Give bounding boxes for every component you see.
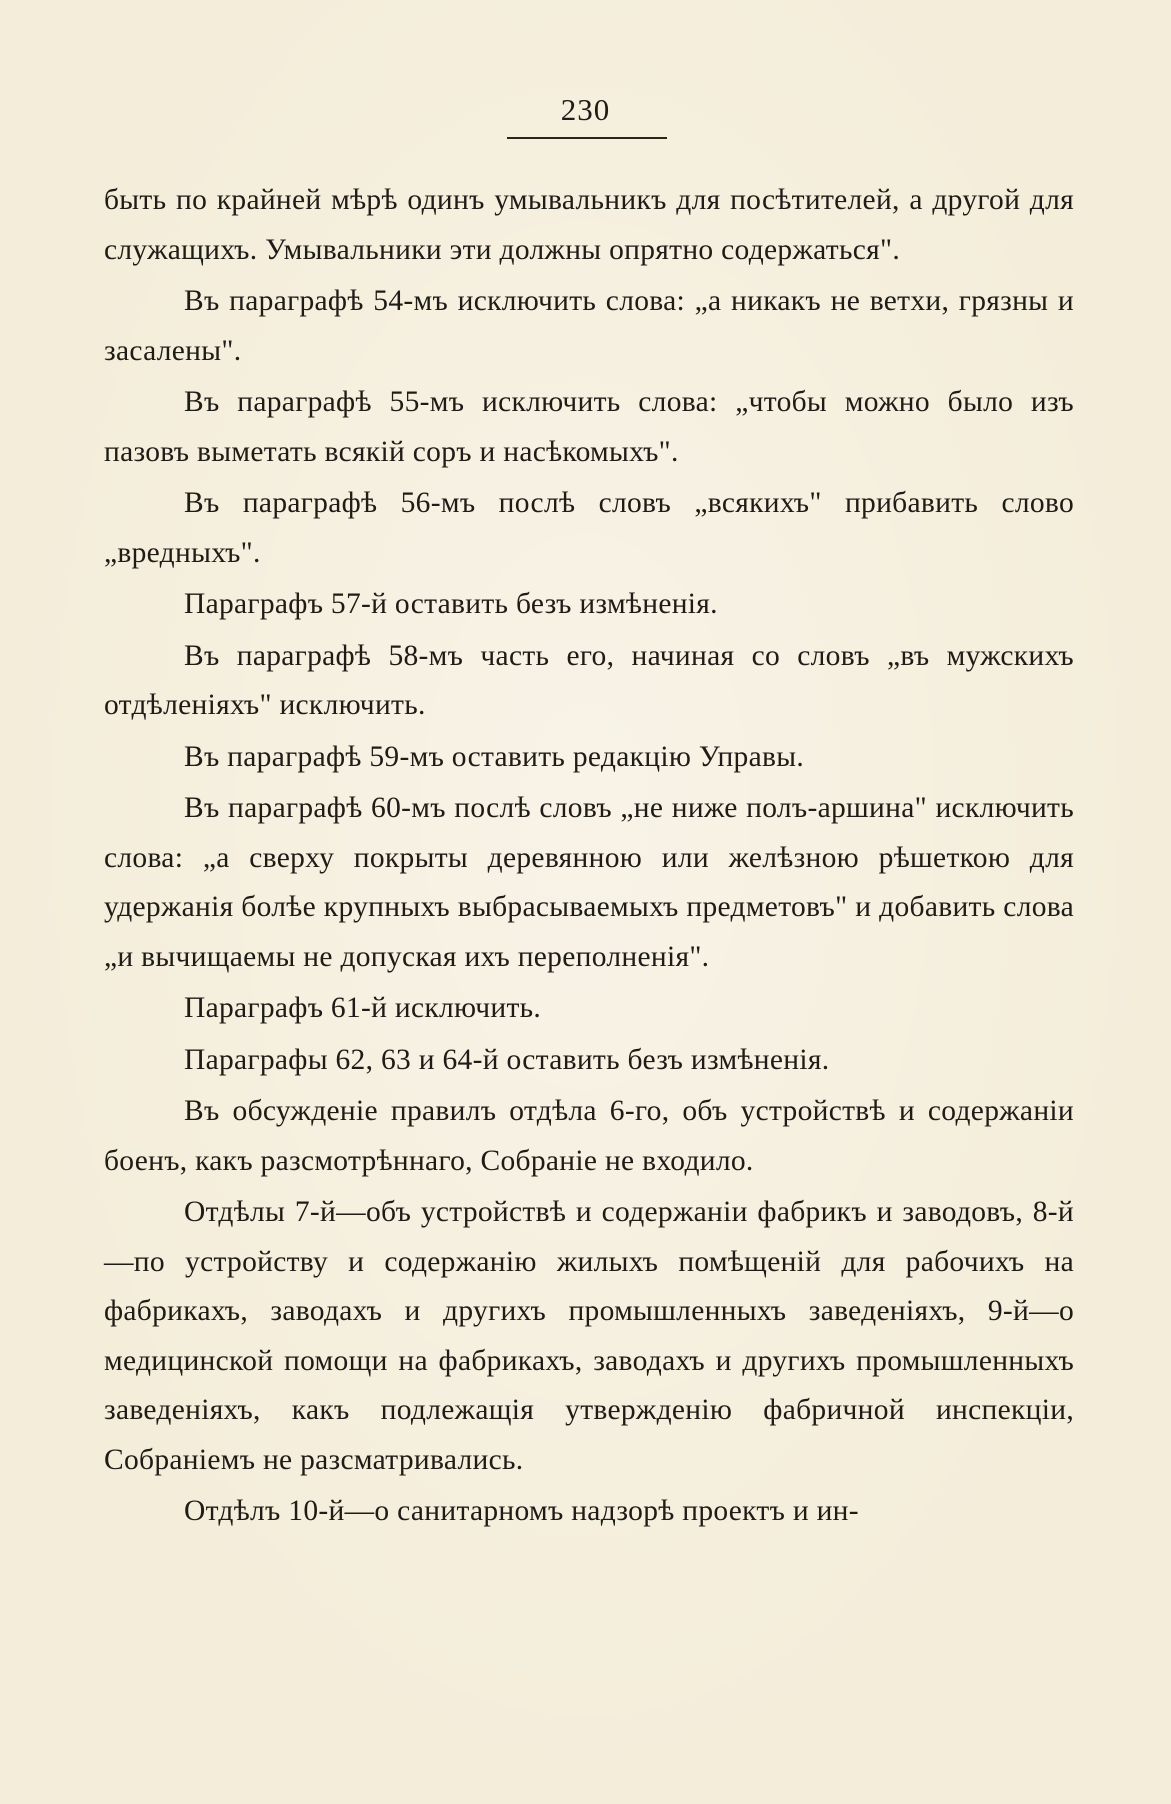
paragraph-2: Въ параграфѣ 54-мъ исключить слова: „а никакъ не ветхи, грязны и засалены". <box>104 285 1074 367</box>
page-number-rule <box>507 137 667 139</box>
body-text <box>104 176 1074 1539</box>
paragraph-13: Отдѣлъ 10-й—о санитарномъ надзорѣ проектъ и ин- <box>184 1495 859 1527</box>
paragraph-11: Въ обсужденіе правилъ отдѣла 6-го, объ устройствѣ и содержаніи боенъ, какъ разсмотрѣннаго, Собраніе не входило. <box>104 1095 1074 1177</box>
paragraph-4: Въ параграфѣ 56-мъ послѣ словъ „всякихъ" прибавить слово „вредныхъ". <box>104 487 1074 569</box>
paragraph-10: Параграфы 62, 63 и 64-й оставить безъ измѣненія. <box>184 1043 830 1076</box>
paragraph-7: Въ параграфѣ 59-мъ оставить редакцію Управы. <box>184 740 804 773</box>
paragraph-8: Въ параграфѣ 60-мъ послѣ словъ „не ниже полъ-аршина" исключить слова: „а сверху покрыты деревянною или желѣзною рѣшеткою для удержанія болѣе крупныхъ выбрасываемыхъ предметовъ" и добавить слова „и вычищаемы не допуская ихъ переполненія". <box>104 792 1074 973</box>
page-number: 230 <box>560 92 611 127</box>
paragraph-6: Въ параграфѣ 58-мъ часть его, начиная со словъ „въ мужскихъ отдѣленіяхъ" исключить. <box>104 639 1074 721</box>
paragraph-12: Отдѣлы 7-й—объ устройствѣ и содержаніи фабрикъ и заводовъ, 8-й—по устройству и содержанію жилыхъ помѣщеній для рабочихъ на фабрикахъ, заводахъ и другихъ промышленныхъ заведеніяхъ, 9-й—о медицинской помощи на фабрикахъ, заводахъ и другихъ промышленныхъ заведеніяхъ, какъ подлежащія утвержденію фабричной инспекціи, Собраніемъ не разсматривались. <box>104 1196 1074 1476</box>
paragraph-3: Въ параграфѣ 55-мъ исключить слова: „чтобы можно было изъ пазовъ выметать всякій соръ и насѣкомыхъ". <box>104 386 1074 468</box>
paragraph-5: Параграфъ 57-й оставить безъ измѣненія. <box>184 588 718 620</box>
paragraph-9: Параграфъ 61-й исключить. <box>184 992 542 1024</box>
paragraph-1: быть по крайней мѣрѣ одинъ умывальникъ для посѣтителей, а другой для служащихъ. Умывальники эти должны опрятно содержаться". <box>104 184 1074 266</box>
